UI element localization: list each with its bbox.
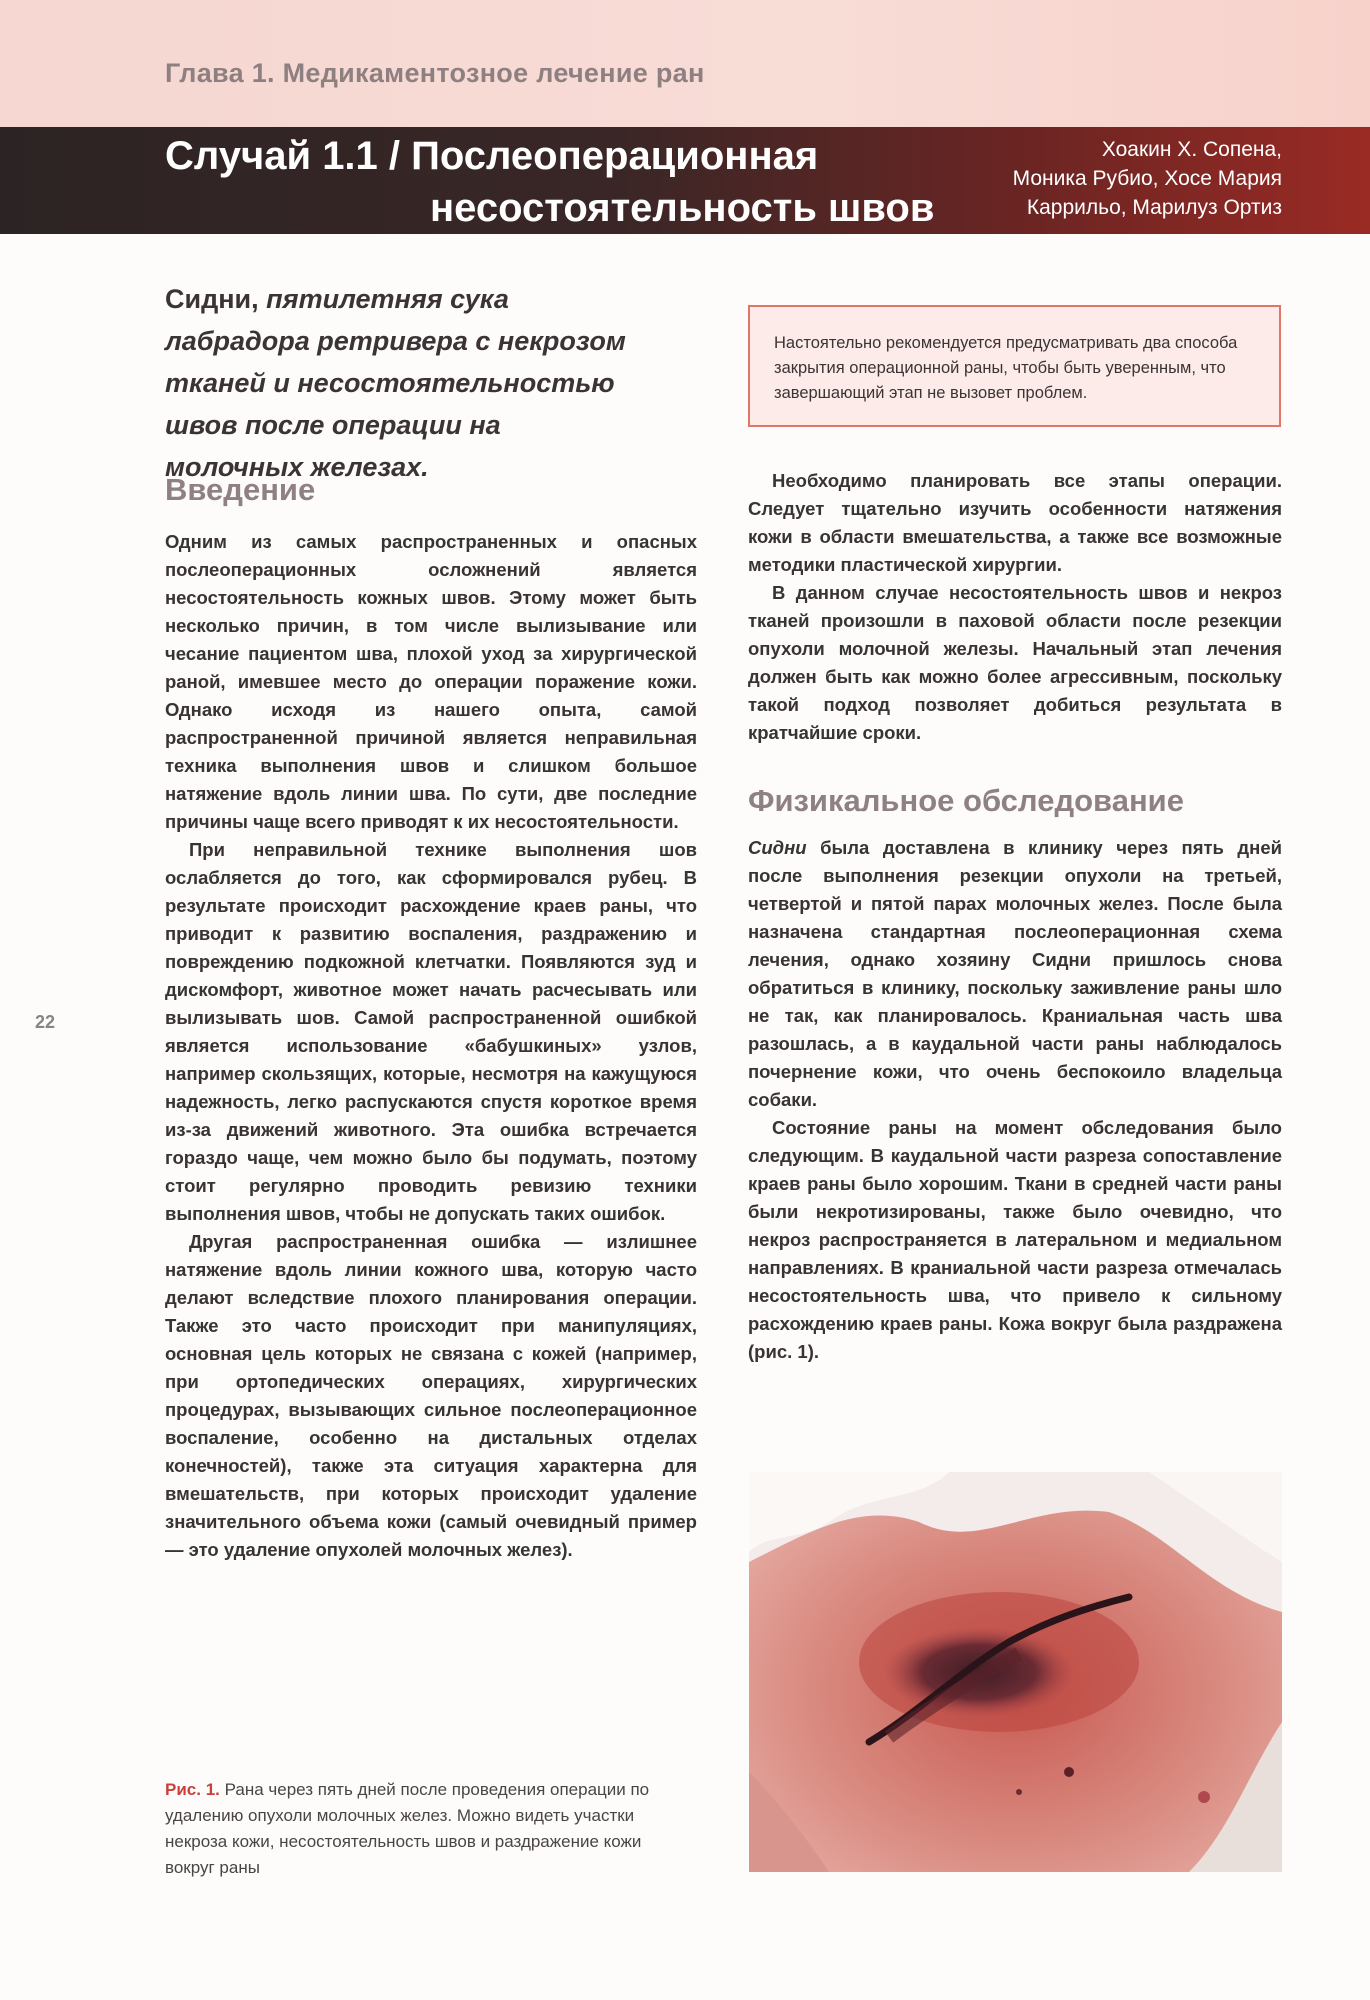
figure-caption bbox=[165, 1777, 695, 1881]
case-title-line2: несостоятельность швов bbox=[430, 186, 935, 230]
case-title bbox=[165, 130, 965, 234]
exam-text bbox=[748, 834, 1282, 1366]
paragraph: При неправильной технике выполнения шов ослабляется до того, как сформировался рубец. В результате происходит расхождение краев раны, что приводит к развитию воспаления, раздражению и повреждению подкожной клетчатки. Появляются зуд и дискомфорт, животное может начать расчесывать или вылизывать шов. Самой распространенной ошибкой является использование «бабушкиных» узлов, например скользящих, которые, несмотря на кажущуюся надежность, легко распускаются спустя короткое время из-за движений животного. Эта ошибка встречается гораздо чаще, чем можно было бы подумать, поэтому стоит регулярно проводить ревизию техники выполнения швов, чтобы не допускать таких ошибок. bbox=[165, 839, 697, 1224]
page-number: 22 bbox=[35, 1012, 56, 1032]
lead-summary bbox=[165, 278, 635, 488]
figure-label: Рис. 1. bbox=[165, 1780, 220, 1799]
recommendation-box: Настоятельно рекомендуется предусматривать два способа закрытия операционной раны, чтобы быть уверенным, что завершающий этап не вызовет проблем. bbox=[748, 305, 1281, 427]
wound-photo bbox=[749, 1472, 1282, 1872]
paragraph-rest: была доставлена в клинику через пять дней после выполнения резекции опухоли на третьей, четвертой и пятой парах молочных желез. После была назначена стандартная послеоперационная схема лечения, однако хозяину Сидни пришлось снова обратиться в клинику, поскольку заживление раны шло не так, как планировалось. Краниальная часть шва разошлась, а в каудальной части раны наблюдалось почернение кожи, что очень беспокоило владельца собаки. bbox=[748, 837, 1282, 1110]
lead-name: Сидни, bbox=[165, 284, 259, 314]
paragraph: Одним из самых распространенных и опасных послеоперационных осложнений является несостоятельность кожных швов. Этому может быть несколько причин, в том числе вылизывание или чесание пациентом шва, плохой уход за хирургической раной, имевшее место до операции поражение кожи. Однако исходя из нашего опыта, самой распространенной причиной является неправильная техника выполнения швов и слишком большое натяжение вдоль линии шва. По сути, две последние причины чаще всего приводят к их несостоятельности. bbox=[165, 531, 697, 832]
author-line: Каррильо, Марилуз Ортиз bbox=[1026, 196, 1282, 219]
paragraph: В данном случае несостоятельность швов и некроз тканей произошли в паховой области после резекции опухоли молочной железы. Начальный этап лечения должен быть как можно более агрессивным, поскольку такой подход позволяет добиться результата в кратчайшие сроки. bbox=[748, 582, 1282, 743]
authors bbox=[902, 135, 1282, 222]
lead-text: пятилетняя сука лабрадора ретривера с некрозом тканей и несостоятельностью швов после операции на молочных железах. bbox=[165, 284, 626, 482]
intro-text bbox=[165, 528, 697, 1564]
figure-caption-text: Рана через пять дней после проведения операции по удалению опухоли молочных желез. Можно видеть участки некроза кожи, несостоятельность швов и раздражение кожи вокруг раны bbox=[165, 1780, 650, 1877]
chapter-title: Глава 1. Медикаментозное лечение ран bbox=[165, 58, 705, 88]
right-top-text bbox=[748, 467, 1282, 747]
author-line: Хоакин Х. Сопена, bbox=[1101, 138, 1282, 161]
intro-heading: Введение bbox=[165, 472, 316, 507]
paragraph: Необходимо планировать все этапы операции. Следует тщательно изучить особенности натяжения кожи в области вмешательства, а также все возможные методики пластической хирургии. bbox=[748, 470, 1282, 575]
paragraph: Другая распространенная ошибка — излишнее натяжение вдоль линии кожного шва, которую часто делают вследствие плохого планирования операции. Также это часто происходит при манипуляциях, основная цель которых не связана с кожей (например, при ортопедических операциях, хирургических процедурах, вызывающих сильное послеоперационное воспаление, особенно на дистальных отделах конечностей), также эта ситуация характерна для вмешательств, при которых происходит удаление значительного объема кожи (самый очевидный пример — это удаление опухолей молочных желез). bbox=[165, 1231, 697, 1560]
patient-name: Сидни bbox=[748, 837, 807, 858]
paragraph: Состояние раны на момент обследования было следующим. В каудальной части разреза сопоставление краев раны было хорошим. Ткани в средней части раны были некротизированы, также было очевидно, что некроз распространяется в латеральном и медиальном направлениях. В краниальной части разреза отмечалась несостоятельность шва, что привело к сильному расхождению краев раны. Кожа вокруг была раздражена (рис. 1). bbox=[748, 1117, 1282, 1362]
paragraph bbox=[748, 834, 1282, 1114]
author-line: Моника Рубио, Хосе Мария bbox=[1012, 167, 1282, 190]
case-title-line1: Случай 1.1 / Послеоперационная bbox=[165, 134, 819, 178]
exam-heading: Физикальное обследование bbox=[748, 783, 1184, 818]
